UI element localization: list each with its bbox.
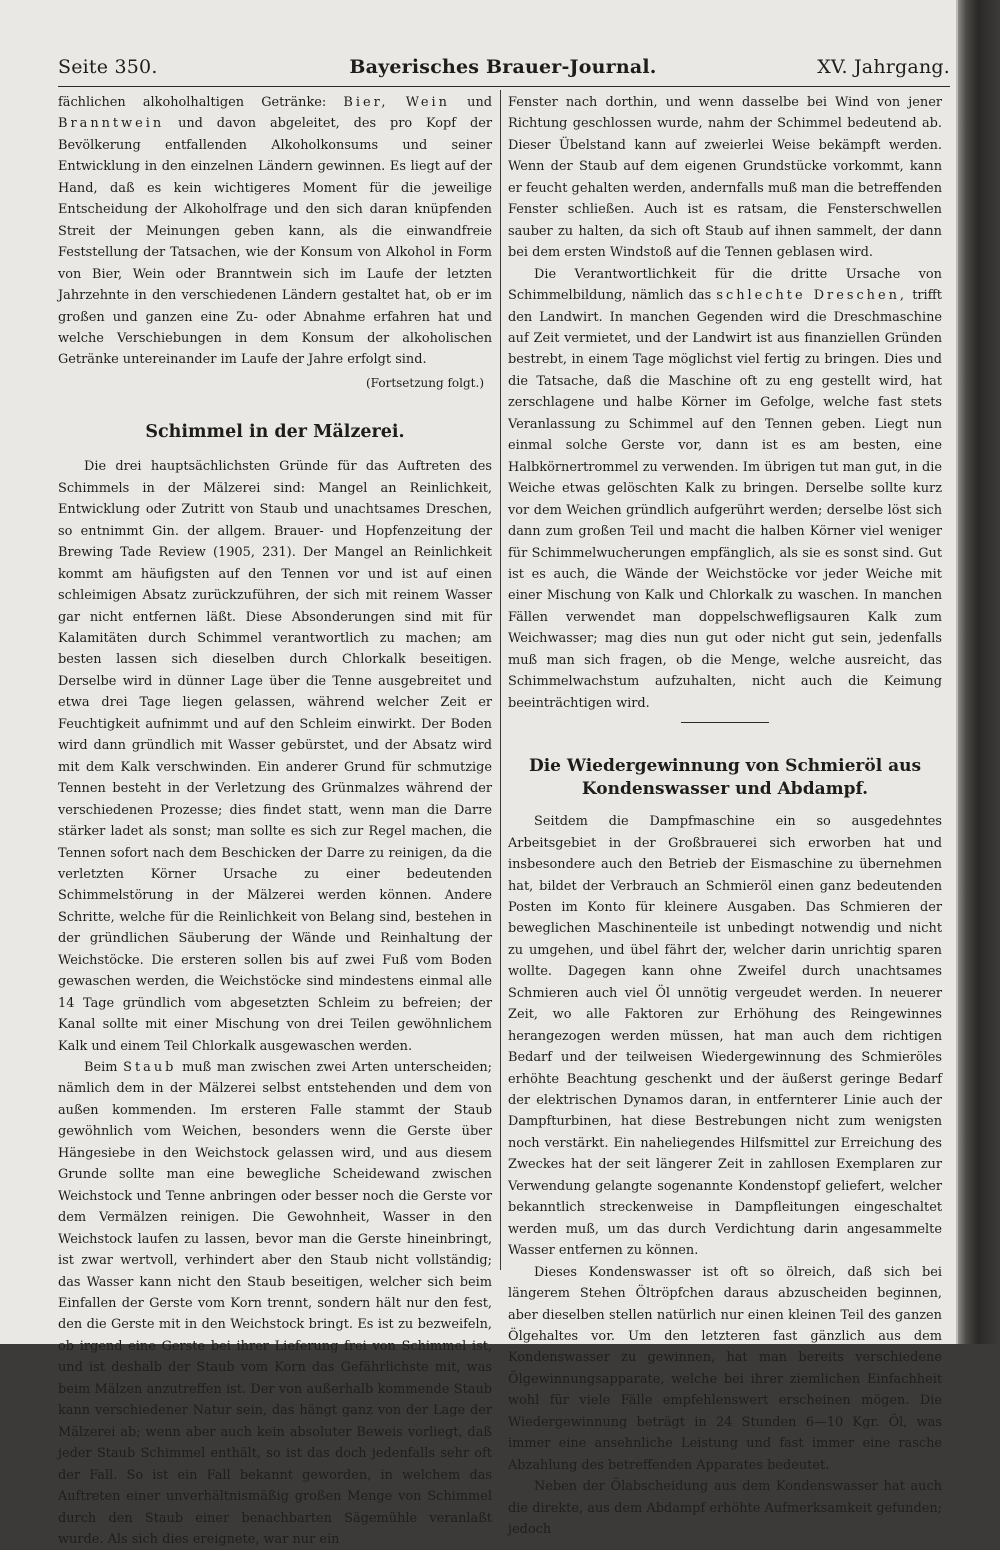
paragraph-text: muß man zwischen zwei Arten unterscheiden; nämlich dem in der Mälzerei selbst entstehenden und dem von außen kommenden. Im ersteren Falle stammt der Staub gewöhnlich vom Weichen, besonders wenn die Gerste über Hängesiebe in den Weichstock gelassen wird, und aus diesem Grunde sollte man eine bewegliche Scheidewand zwischen Weichstock und Tenne anbringen oder besser noch die Gerste vor dem Vermälzen reinigen. Die Gewohnheit, Wasser in den Weichstock laufen zu lassen, bevor man die Gerste hineinbringt, ist zwar wertvoll, verhindert aber den Staub nicht vollständig; das Wasser kann nicht den Staub beseitigen, welcher sich beim Einfallen der Gerste vom Korn trennt, sondern hält nur den fest, den die Gerste mit in den Weichstock bringt. Es ist zu bezweifeln, ob irgend eine Gerste bei ihrer Lieferung frei von Schimmel ist, und ist deshalb der Staub vom Korn das Gefährlichste mit, was beim Mälzen anzutreffen ist. Der von außerhalb kommende Staub kann verschiedener Natur sein, das hängt ganz von der Lage der Mälzerei ab; wenn aber auch kein absoluter Beweis vorliegt, daß jeder Staub Schimmel enthält, so ist das doch jedenfalls sehr oft der Fall. So ist ein Fall bekannt geworden, in welchem das Auftreten einer unverhältnismäßig großen Menge von Schimmel durch den Staub einer benachbarten Sägemühle veranlaßt wurde. Als sich dies ereignete, war nur ein [58, 1060, 492, 1547]
keyword-bier: Bier, [343, 95, 389, 110]
continuation-note: (Fortsetzung folgt.) [366, 375, 484, 390]
page-number: Seite 350. [58, 56, 158, 78]
left-column [58, 92, 492, 1550]
paragraph-text: trifft den Landwirt. In manchen Gegenden wird die Dreschmaschine auf Zeit vermietet, und der Landwirt ist aus finanziellen Gründen bestrebt, in einem Tage möglichst viel fertig zu bringen. Dies und die Tatsache, daß die Maschine oft zu eng gestellt wird, hat zerschlagene und halbe Körner im Gefolge, welche fast stets Veranlassung zu Schimmel auf den Tennen geben. Liegt nun einmal solche Gerste vor, dann ist es am besten, eine Halbkörnertrommel zu verwenden. Im übrigen tut man gut, in die Weiche etwas gelöschten Kalk zu bringen. Derselbe sollte kurz vor dem Weichen gründlich aufgerührt werden; derselbe löst sich dann zum großen Teil und macht die halben Körner viel weniger für Schimmelwucherungen empfänglich, als sie es sonst sind. Gut ist es auch, die Wände der Weichstöcke vor jeder Weiche mit einer Mischung von Kalk und Chlorkalk zu waschen. In manchen Fällen verwendet man doppelschwefligsauren Kalk zum Weichwasser; mag dies nun gut oder nicht gut sein, jedenfalls muß man sich fragen, ob die Menge, welche ausreicht, das Schimmelwachstum aufzuhalten, nicht auch die Keimung beeinträchtigen wird. [508, 288, 942, 711]
article-paragraph: Seitdem die Dampfmaschine ein so ausgedehntes Arbeitsgebiet in der Großbrauerei sich erworben hat und insbesondere auch den Betrieb der Eismaschine zu übernehmen hat, bildet der Verbrauch an Schmieröl einen ganz bedeutenden Posten im Konto für kleinere Ausgaben. Das Schmieren der beweglichen Maschinenteile ist unbedingt notwendig und nicht zu umgehen, und übel fährt der, welcher darin unrichtig sparen wollte. Dagegen kann ohne Zweifel durch unachtsames Schmieren auch viel Öl unnötig vergeudet werden. In neuerer Zeit, wo alle Faktoren zur Erhöhung des Reingewinnes herangezogen werden müssen, hat man auch dem richtigen Bedarf und der teilweisen Wiedergewinnung des Schmieröles erhöhte Beachtung geschenkt und der äußerst geringe Bedarf der elektrischen Dynamos daran, in entfernterer Linie auch der Dampfturbinen, hat diese Bestrebungen nicht zum wenigsten noch verstärkt. Ein naheliegendes Hilfsmittel zur Erreichung des Zweckes hat der seit längerer Zeit in zahllosen Exemplaren zur Verwendung gelangte sogenannte Kondenstopf geliefert, welcher bekanntlich streckenweise in Dampfleitungen eingeschaltet werden muß, um das durch Verdichtung darin angesammelte Wasser entfernen zu können. [508, 814, 942, 1259]
column-divider [500, 90, 501, 1270]
article-paragraph: Die drei hauptsächlichsten Gründe für das Auftreten des Schimmels in der Mälzerei sind: Mangel an Reinlichkeit, Entwicklung oder Zutritt von Staub und unachtsames Dreschen, so entnimmt Gin. der allgem. Brauer- und Hopfenzeitung der Brewing Tade Review (1905, 231). Der Mangel an Reinlichkeit kommt am häufigsten auf den Tennen vor und ist auf einen schleimigen Absatz zurückzuführen, der sich mit reinem Wasser gar nicht entfernen läßt. Diese Absonderungen sind mit für Kalamitäten durch Schimmel verantwortlich zu machen; am besten lassen sich dieselben durch Chlorkalk beseitigen. Derselbe wird in dünner Lage über die Tenne ausgebreitet und etwa drei Tage liegen gelassen, während welcher Zeit er Feuchtigkeit aufnimmt und auf den Schleim einwirkt. Der Boden wird dann gründlich mit Wasser gebürstet, und der Absatz wird mit dem Kalk verschwinden. Ein anderer Grund für schmutzige Tennen besteht in der Verletzung des Grünmalzes während der verschiedenen Prozesse; dies findet statt, wenn man die Darre stärker ladet als sonst; man sollte es sich zur Regel machen, die Tennen sofort nach dem Beschicken der Darre zu reinigen, da die verletzten Körner Ursache zu einer bedeutenden Schimmelstörung in der Mälzerei werden können. Andere Schritte, welche für die Reinlichkeit von Belang sind, bestehen in der gründlichen Säuberung der Wände und Reinhaltung der Weichstöcke. Die ersteren sollen bis auf zwei Fuß vom Boden gewaschen werden, die Weichstöcke sind mindestens einmal alle 14 Tage gründlich vom abgesetzten Schleim zu befreien; der Kanal sollte mit einer Mischung von drei Teilen gewöhnlichem Kalk und einem Teil Chlorkalk ausgewaschen werden. [58, 459, 492, 1054]
article-heading: Die Wiedergewinnung von Schmieröl aus Kondenswasser und Abdampf. [528, 756, 922, 800]
intro-text: fächlichen alkoholhaltigen Getränke: [58, 95, 327, 110]
paragraph-lead: Die Verantwortlichkeit für die dritte Ursache von Schimmelbildung, nämlich das [508, 266, 942, 304]
header-rule [58, 86, 950, 87]
intro-text: und [467, 95, 492, 110]
right-column [508, 92, 942, 1541]
keyword-branntwein: Branntwein [58, 116, 165, 132]
article-heading: Schimmel in der Mälzerei. [145, 422, 405, 443]
page-header [58, 52, 950, 86]
section-spacer [508, 733, 942, 755]
article-paragraph: Dieses Kondenswasser ist oft so ölreich, daß sich bei längerem Stehen Öltröpfchen daraus abzuscheiden beginnen, aber dieselben stellen natürlich nur einen kleinen Teil des ganzen Ölgehaltes vor. Um den letzteren fast gänzlich aus dem Kondenswasser zu gewinnen, hat man bereits verschiedene Ölgewinnungsapparate, welche bei ihrer ziemlichen Einfachheit wohl für viele Fälle empfehlenswert erscheinen mögen. Die Wiedergewinnung beträgt in 24 Stunden 6—10 Kgr. Öl, was immer eine ansehnliche Leistung und fast immer eine rasche Abzahlung des betreffenden Apparates bedeutet. [508, 1264, 942, 1473]
article-continuation-paragraph [58, 92, 492, 371]
keyword-schlechte-dreschen: schlechte Dreschen, [716, 288, 908, 304]
keyword-wein: Wein [405, 95, 450, 110]
article-paragraph: Fenster nach dorthin, und wenn dasselbe bei Wind von jener Richtung geschlossen wurde, nahm der Schimmel bedeutend ab. Dieser Übelstand kann auf zweierlei Weise bekämpft werden. Wenn der Staub auf dem eigenen Grundstücke vorkommt, kann er feucht gehalten werden, andernfalls muß man die betreffenden Fenster schließen. Auch ist es ratsam, die Fensterschwellen sauber zu halten, da sich oft Staub auf ihnen sammelt, der dann bei dem ersten Windstoß auf die Tennen geblasen wird. [508, 95, 942, 261]
section-divider [681, 722, 769, 723]
binding-edge [958, 0, 1000, 1344]
journal-title: Bayerisches Brauer-Journal. [349, 56, 657, 78]
article-paragraph: Neben der Ölabscheidung aus dem Kondenswasser hat auch die direkte, aus dem Abdampf erhöhte Aufmerksamkeit gefunden; jedoch [508, 1479, 942, 1538]
paragraph-lead: Beim [84, 1060, 118, 1076]
intro-text: und davon abgeleitet, des pro Kopf der Bevölkerung entfallenden Alkoholkonsums und seiner Entwicklung in den einzelnen Ländern gewinnen. Es liegt auf der Hand, daß es kein wichtigeres Moment für die jeweilige Entscheidung der Alkoholfrage und den sich daran knüpfenden Streit der Meinungen geben kann, als die einwandfreie Feststellung der Tatsachen, wie der Konsum von Alkohol in Form von Bier, Wein oder Branntwein sich im Laufe der letzten Jahrzehnte in den verschiedenen Ländern gestaltet hat, ob er im großen und ganzen eine Zu- oder Abnahme erfahren hat und welche Verschiebungen in dem Konsum der alkoholischen Getränke untereinander im Laufe der Jahre erfolgt sind. [58, 116, 492, 368]
keyword-staub: Staub [123, 1060, 177, 1076]
article-paragraph [58, 1057, 492, 1550]
volume-label: XV. Jahrgang. [817, 56, 950, 78]
article-paragraph [508, 264, 942, 715]
